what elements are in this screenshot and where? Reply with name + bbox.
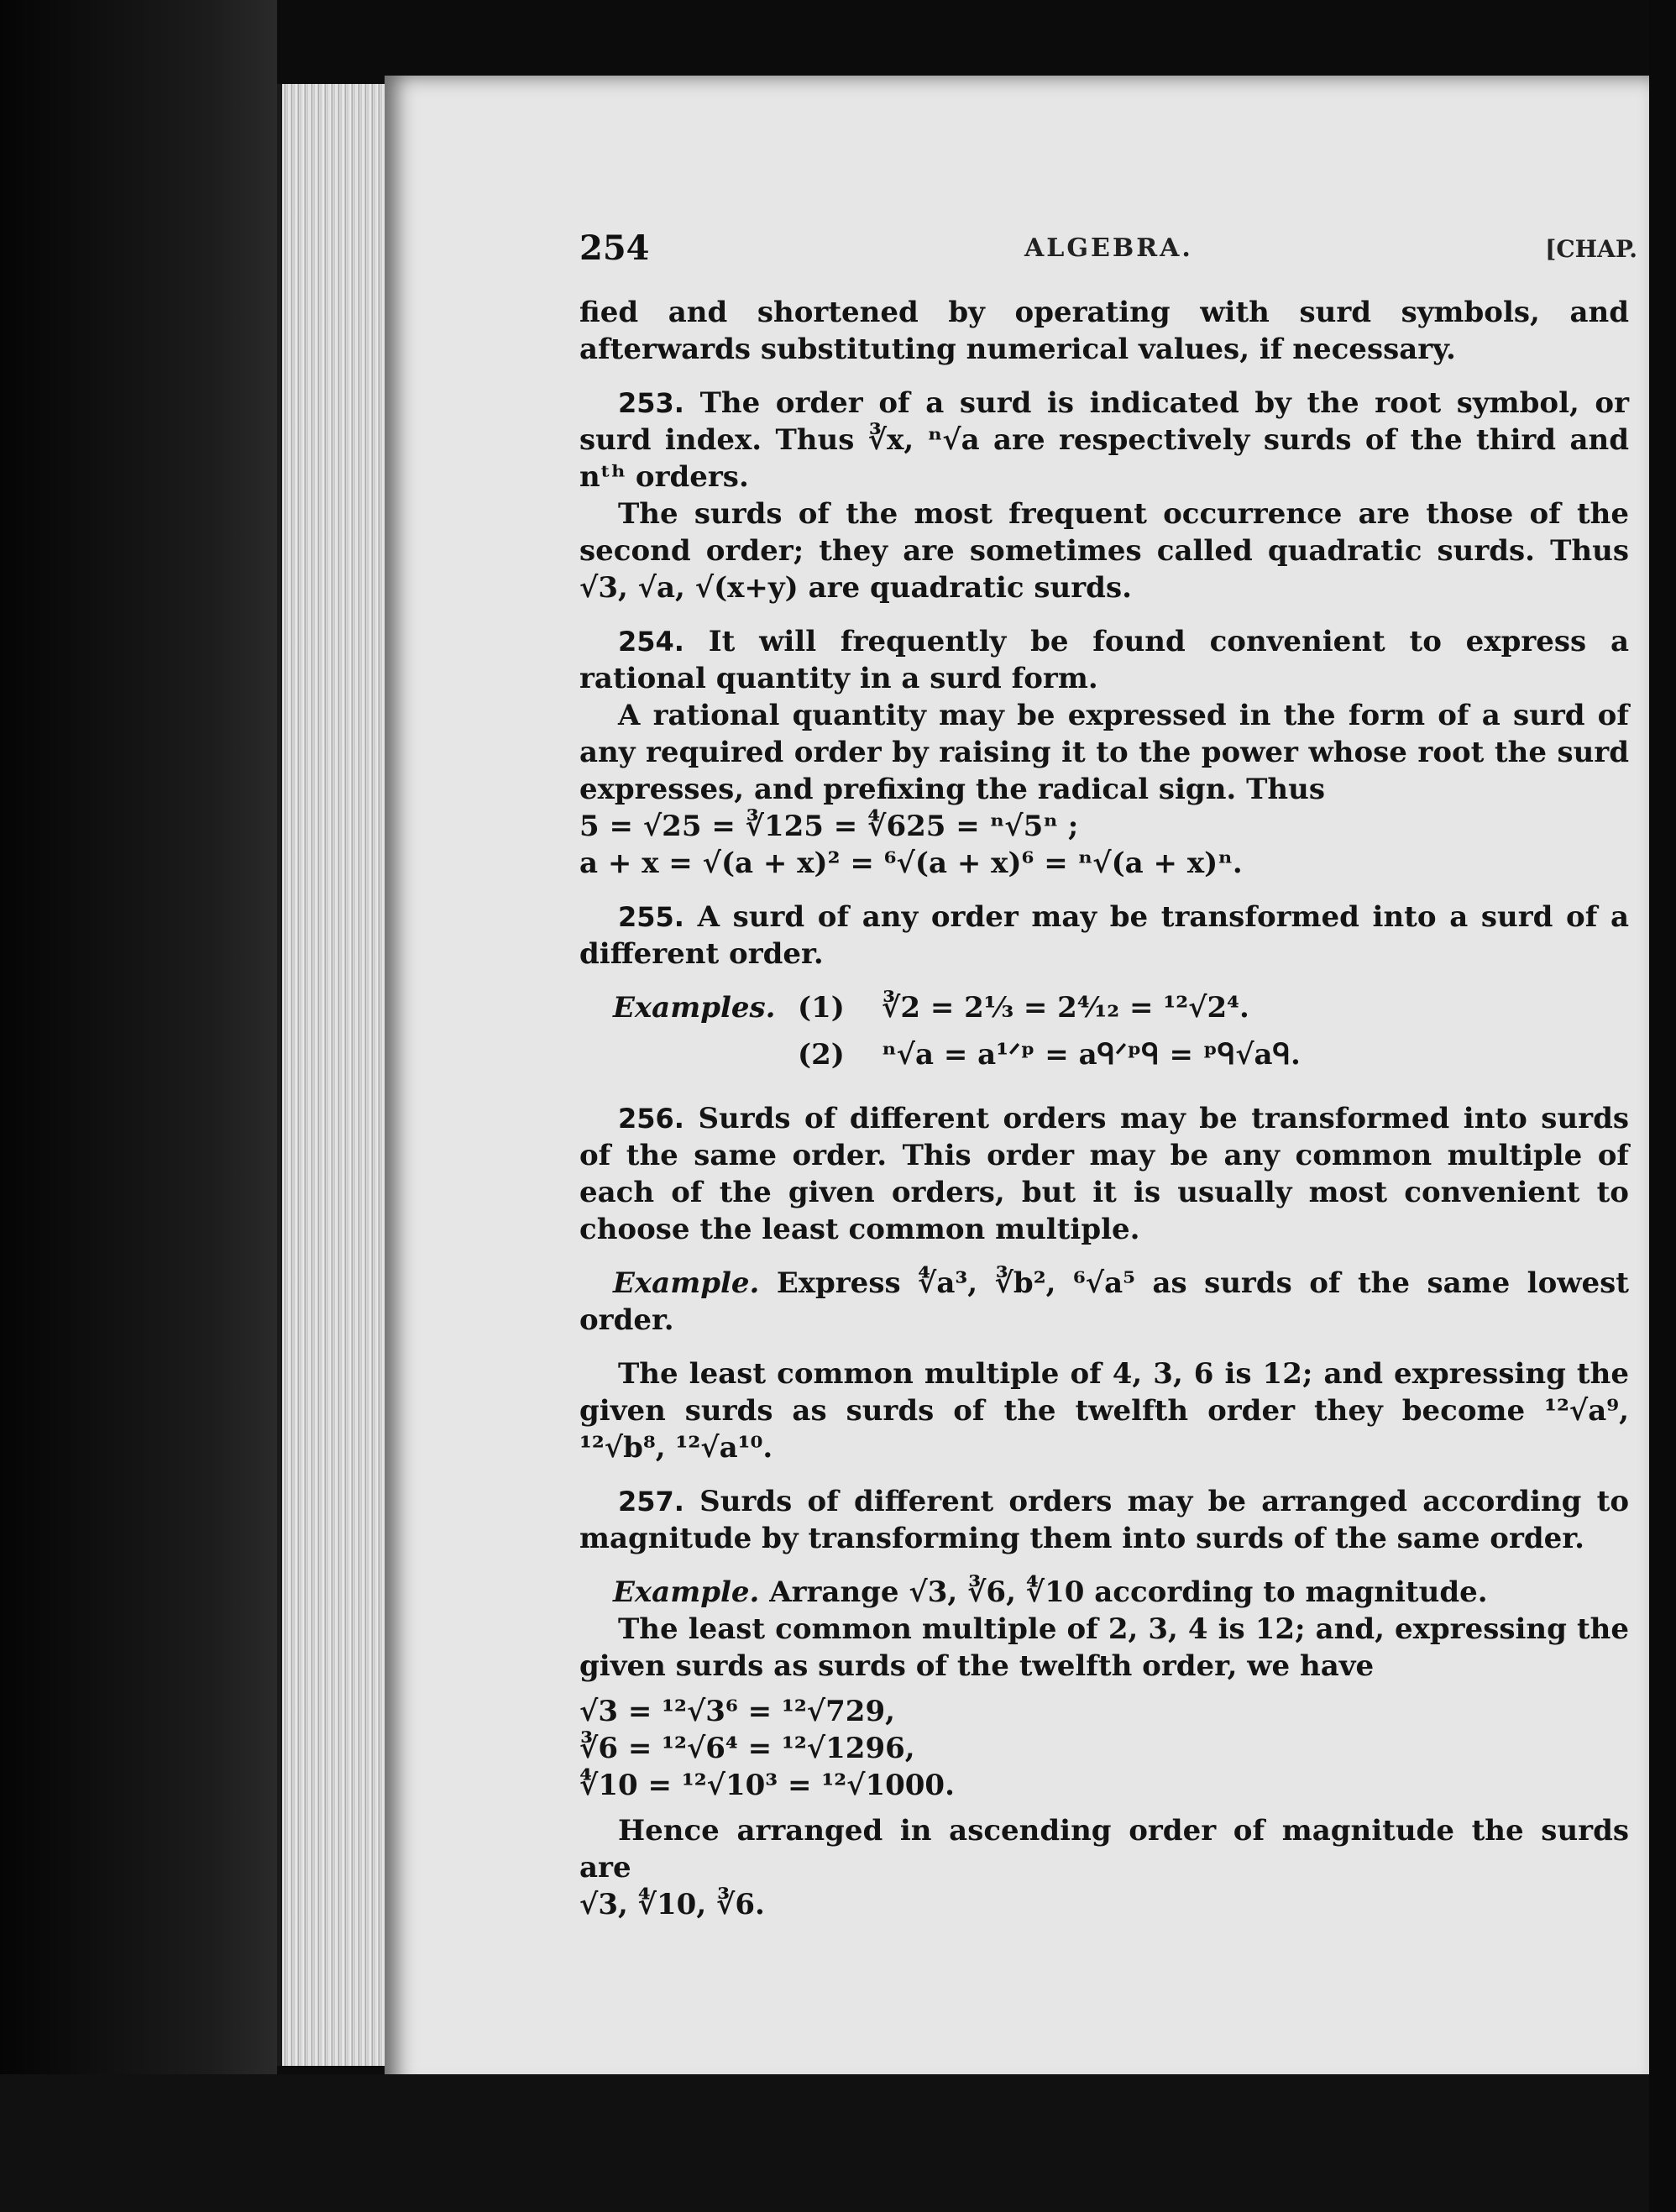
paragraph-text: The order of a surd is indicated by the root symbol, or surd index. Thus ∛x, ⁿ√a are respectively surds of the third and nᵗʰ orders. (579, 386, 1630, 494)
section-number: 253. (618, 387, 684, 419)
example-number: (1) (798, 991, 845, 1025)
page-header (579, 228, 1637, 270)
paragraph-254a (579, 623, 1629, 697)
example-number: (2) (798, 1038, 845, 1072)
paragraph-text: Surds of different orders may be transformed into surds of the same order. This order may be any common multiple of each of the given orders, but it is usually most convenient to choose the least common multiple. (579, 1102, 1629, 1246)
bottom-shadow (0, 2074, 1676, 2212)
paragraph-253a (579, 385, 1629, 495)
right-shadow (1649, 0, 1676, 2212)
example-label: Example. (613, 1575, 760, 1609)
paragraph-257c: The least common multiple of 2, 3, 4 is 12; and, expressing the given surds as surds of the twelfth order, we have (579, 1612, 1629, 1683)
paragraph-continued: fied and shortened by operating with surd symbols, and afterwards substituting numerical values, if necessary. (579, 296, 1629, 366)
running-title: ALGEBRA. (1024, 233, 1193, 263)
example-equation: ∛2 = 2⅓ = 2⁴⁄₁₂ = ¹²√2⁴. (882, 991, 1249, 1025)
example-label: Example. (613, 1266, 760, 1300)
paragraph-text: It will frequently be found convenient to express a rational quantity in a surd form. (579, 625, 1629, 695)
paragraph-253b: The surds of the most frequent occurrence are those of the second order; they are sometimes called quadratic surds. Thus √3, √a, √(x+y) are quadratic surds. (579, 497, 1629, 605)
example-paragraph (579, 1574, 1629, 1611)
example-line (579, 1036, 1629, 1083)
chapter-label: [CHAP. (1545, 235, 1637, 263)
section-number: 257. (618, 1486, 684, 1517)
left-shadow (0, 0, 277, 2212)
section-number: 256. (618, 1103, 684, 1135)
example-line (579, 989, 1629, 1036)
page-text (579, 294, 1629, 1923)
equation: ∛6 = ¹²√6⁴ = ¹²√1296, (579, 1732, 915, 1765)
paragraph-text: Surds of different orders may be arranged according to magnitude by transforming them into surds of the same order. (579, 1485, 1629, 1555)
paragraph-254b: A rational quantity may be expressed in the form of a surd of any required order by raising it to the power whose root the surd expresses, and prefixing the radical sign. Thus (579, 699, 1629, 806)
page-edges (277, 84, 391, 2066)
equation: √3 = ¹²√3⁶ = ¹²√729, (579, 1695, 895, 1728)
paragraph-256c: The least common multiple of 4, 3, 6 is 12; and expressing the given surds as surds of the twelfth order they become ¹²√a⁹, ¹²√b⁸, ¹²√a¹⁰. (579, 1357, 1629, 1465)
section-number: 255. (618, 901, 684, 933)
example-paragraph (579, 1265, 1629, 1339)
equation: ∜10 = ¹²√10³ = ¹²√1000. (579, 1769, 955, 1802)
example-label: Examples. (613, 991, 776, 1025)
paragraph-256 (579, 1100, 1629, 1248)
example-text: Express ∜a³, ∛b², ⁶√a⁵ as surds of the same lowest order. (579, 1266, 1629, 1337)
equation-group (579, 1693, 1629, 1804)
equation: 5 = √25 = ∛125 = ∜625 = ⁿ√5ⁿ ; (579, 810, 1079, 843)
paragraph-257 (579, 1483, 1629, 1557)
paragraph-text: A surd of any order may be transformed into a surd of a different order. (579, 900, 1629, 971)
page-number: 254 (579, 228, 650, 268)
example-equation: ⁿ√a = a¹ᐟᵖ = aᑫᐟᵖᑫ = ᵖᑫ√aᑫ. (882, 1038, 1301, 1072)
example-text: Arrange √3, ∛6, ∜10 according to magnitude. (769, 1575, 1488, 1609)
paragraph-257d: Hence arranged in ascending order of magnitude the surds are (579, 1814, 1629, 1884)
section-number: 254. (618, 626, 684, 658)
paragraph-255 (579, 899, 1629, 972)
equation-final: √3, ∜10, ∛6. (579, 1888, 765, 1921)
equation: a + x = √(a + x)² = ⁶√(a + x)⁶ = ⁿ√(a + x)ⁿ. (579, 847, 1243, 880)
